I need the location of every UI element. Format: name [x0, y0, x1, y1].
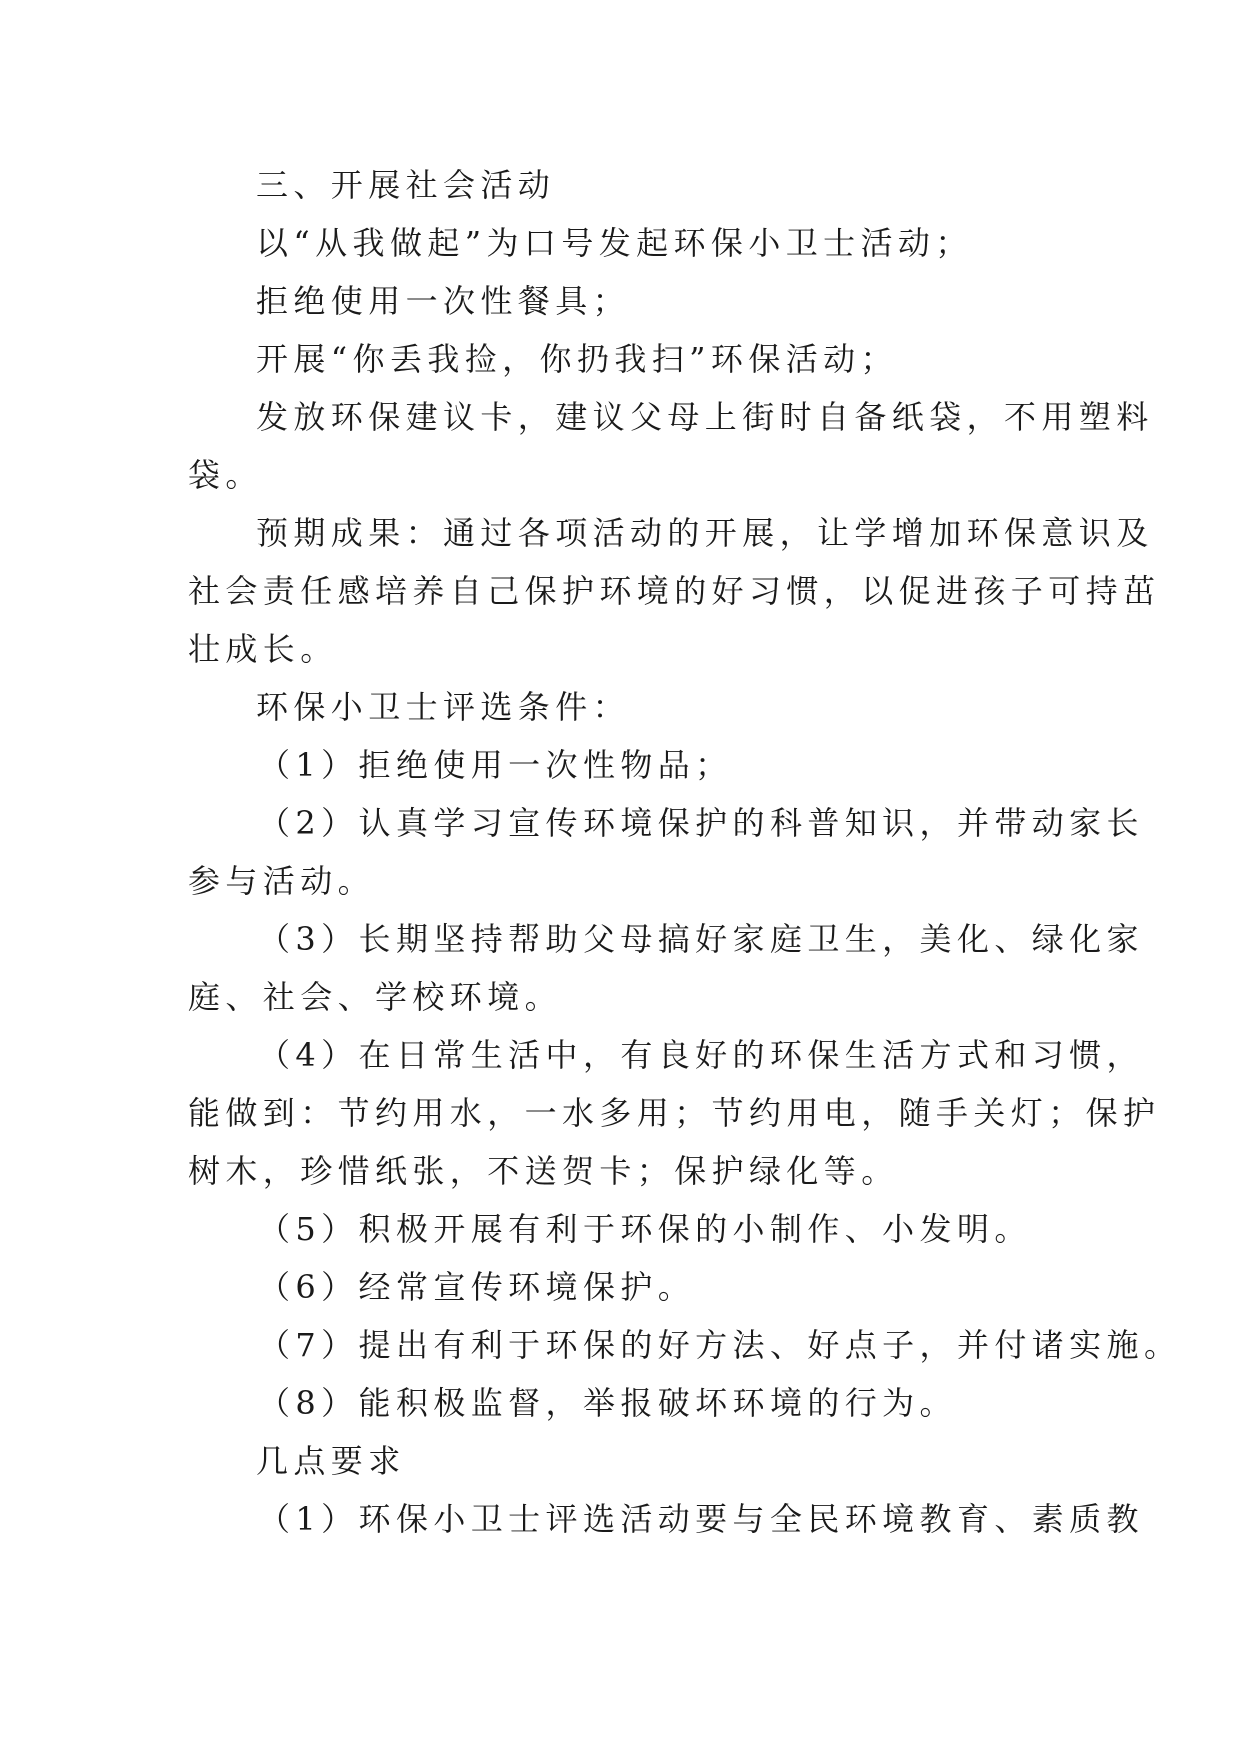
- paragraph-line: 拒绝使用一次性餐具；: [256, 282, 631, 320]
- list-item: （6）经常宣传环境保护。: [258, 1268, 696, 1306]
- list-item: （1）环保小卫士评选活动要与全民环境教育、素质教: [258, 1500, 1144, 1538]
- section-heading: 几点要求: [256, 1442, 406, 1480]
- paragraph-line: 以“从我做起”为口号发起环保小卫士活动；: [256, 224, 973, 262]
- list-item-continuation: 参与活动。: [188, 862, 376, 900]
- section-heading: 三、开展社会活动: [256, 166, 556, 204]
- paragraph-line: 社会责任感培养自己保护环境的好习惯，以促进孩子可持茁: [188, 572, 1161, 610]
- paragraph-line: 壮成长。: [188, 630, 338, 668]
- paragraph-line: 预期成果：通过各项活动的开展，让学增加环保意识及: [256, 514, 1154, 552]
- list-item: （1）拒绝使用一次性物品；: [258, 746, 733, 784]
- paragraph-line: 袋。: [188, 456, 263, 494]
- list-item: （2）认真学习宣传环境保护的科普知识，并带动家长: [258, 804, 1144, 842]
- list-item: （8）能积极监督，举报破坏环境的行为。: [258, 1384, 957, 1422]
- paragraph-line: 开展“你丢我捡，你扔我扫”环保活动；: [256, 340, 898, 378]
- list-item-continuation: 能做到：节约用水，一水多用；节约用电，随手关灯；保护: [188, 1094, 1161, 1132]
- list-item-continuation: 庭、社会、学校环境。: [188, 978, 563, 1016]
- list-item: （4）在日常生活中，有良好的环保生活方式和习惯，: [258, 1036, 1144, 1074]
- list-item: （3）长期坚持帮助父母搞好家庭卫生，美化、绿化家: [258, 920, 1144, 958]
- section-heading: 环保小卫士评选条件：: [256, 688, 631, 726]
- list-item-continuation: 树木，珍惜纸张，不送贺卡；保护绿化等。: [188, 1152, 899, 1190]
- list-item: （7）提出有利于环保的好方法、好点子，并付诸实施。: [258, 1326, 1182, 1364]
- list-item: （5）积极开展有利于环保的小制作、小发明。: [258, 1210, 1032, 1248]
- paragraph-line: 发放环保建议卡，建议父母上街时自备纸袋，不用塑料: [256, 398, 1154, 436]
